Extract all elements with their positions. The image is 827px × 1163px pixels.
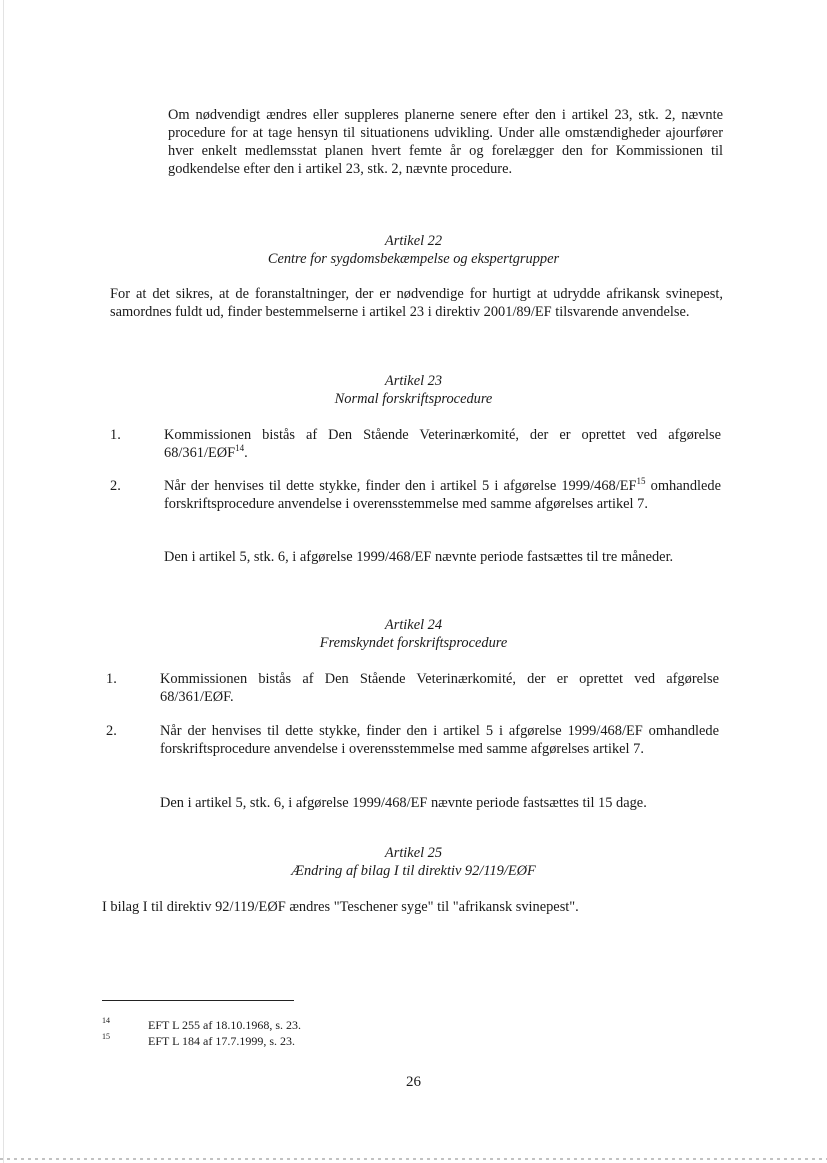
article-23-paragraph-3: Den i artikel 5, stk. 6, i afgørelse 1999/468/EF nævnte periode fastsættes til tre måneder.	[164, 549, 674, 565]
article-23-item-1-number: 1.	[110, 427, 121, 443]
article-24-title: Fremskyndet forskriftsprocedure	[319, 635, 508, 651]
article-22-heading: Artikel 22	[384, 233, 443, 249]
article-23-item-2-number: 2.	[110, 478, 121, 494]
article-23-heading: Artikel 23	[384, 373, 443, 389]
article-24-heading: Artikel 24	[384, 617, 443, 633]
article-23-item-1-text: Kommissionen bistås af Den Stående Veterinærkomité, der er oprettet ved afgørelse 68/361/EØF$^{14}$.	[164, 427, 721, 461]
article-25-title: Ændring af bilag I til direktiv 92/119/EØF	[291, 863, 536, 879]
footnote-15-text: EFT L 184 af 17.7.1999, s. 23.	[148, 1034, 295, 1048]
footnote-separator	[102, 1000, 294, 1001]
article-24-item-1-text: Kommissionen bistås af Den Stående Veterinærkomité, der er oprettet ved afgørelse 68/361/EØF.	[160, 671, 719, 705]
article-24-paragraph-3: Den i artikel 5, stk. 6, i afgørelse 1999/468/EF nævnte periode fastsættes til 15 dage.	[160, 795, 647, 811]
article-24-item-2-text: Når der henvises til dette stykke, finder den i artikel 5 i afgørelse 1999/468/EF omhandlede forskriftsprocedure anvendelse i overensstemmelse med samme afgørelses artikel 7.	[160, 723, 719, 757]
footnote-ref-14: 14	[235, 443, 245, 453]
footnote-14-mark: 14	[102, 1016, 110, 1025]
article-24-item-2-number: 2.	[106, 723, 117, 739]
article-25-body: I bilag I til direktiv 92/119/EØF ændres "Teschener syge" til "afrikansk svinepest".	[102, 899, 579, 915]
article-24-item-1-number: 1.	[106, 671, 117, 687]
page-number: 26	[406, 1074, 421, 1090]
scan-edge-bottom	[0, 1158, 827, 1160]
article-23-item-2-text: Når der henvises til dette stykke, finder den i artikel 5 i afgørelse 1999/468/EF$^{15}$ omhandlede forskriftsprocedure anvendelse i overensstemmelse med samme afgørelses artikel 7.	[164, 476, 721, 512]
article-23-title: Normal forskriftsprocedure	[334, 391, 493, 407]
footnote-14-text: EFT L 255 af 18.10.1968, s. 23.	[148, 1018, 301, 1032]
intro-paragraph: Om nødvendigt ændres eller suppleres planerne senere efter den i artikel 23, stk. 2, nævnte procedure for at tage hensyn til situationens udvikling. Under alle omstændigheder ajourfører hver enkelt medlemsstat planen hvert femte år og forelægger den for Kommissionen til godkendelse efter den i artikel 23, stk. 2, nævnte procedure.	[168, 107, 723, 177]
footnote-ref-15: 15	[636, 476, 646, 486]
footnote-15-mark: 15	[102, 1032, 110, 1041]
article-22-title: Centre for sygdomsbekæmpelse og ekspertgrupper	[267, 251, 560, 267]
article-25-heading: Artikel 25	[384, 845, 443, 861]
scan-edge-left	[3, 0, 4, 1163]
article-22-body: For at det sikres, at de foranstaltninger, der er nødvendige for hurtigt at udrydde afrikansk svinepest, samordnes fuldt ud, finder bestemmelserne i artikel 23 i direktiv 2001/89/EF tilsvarende anvendelse.	[110, 286, 723, 320]
